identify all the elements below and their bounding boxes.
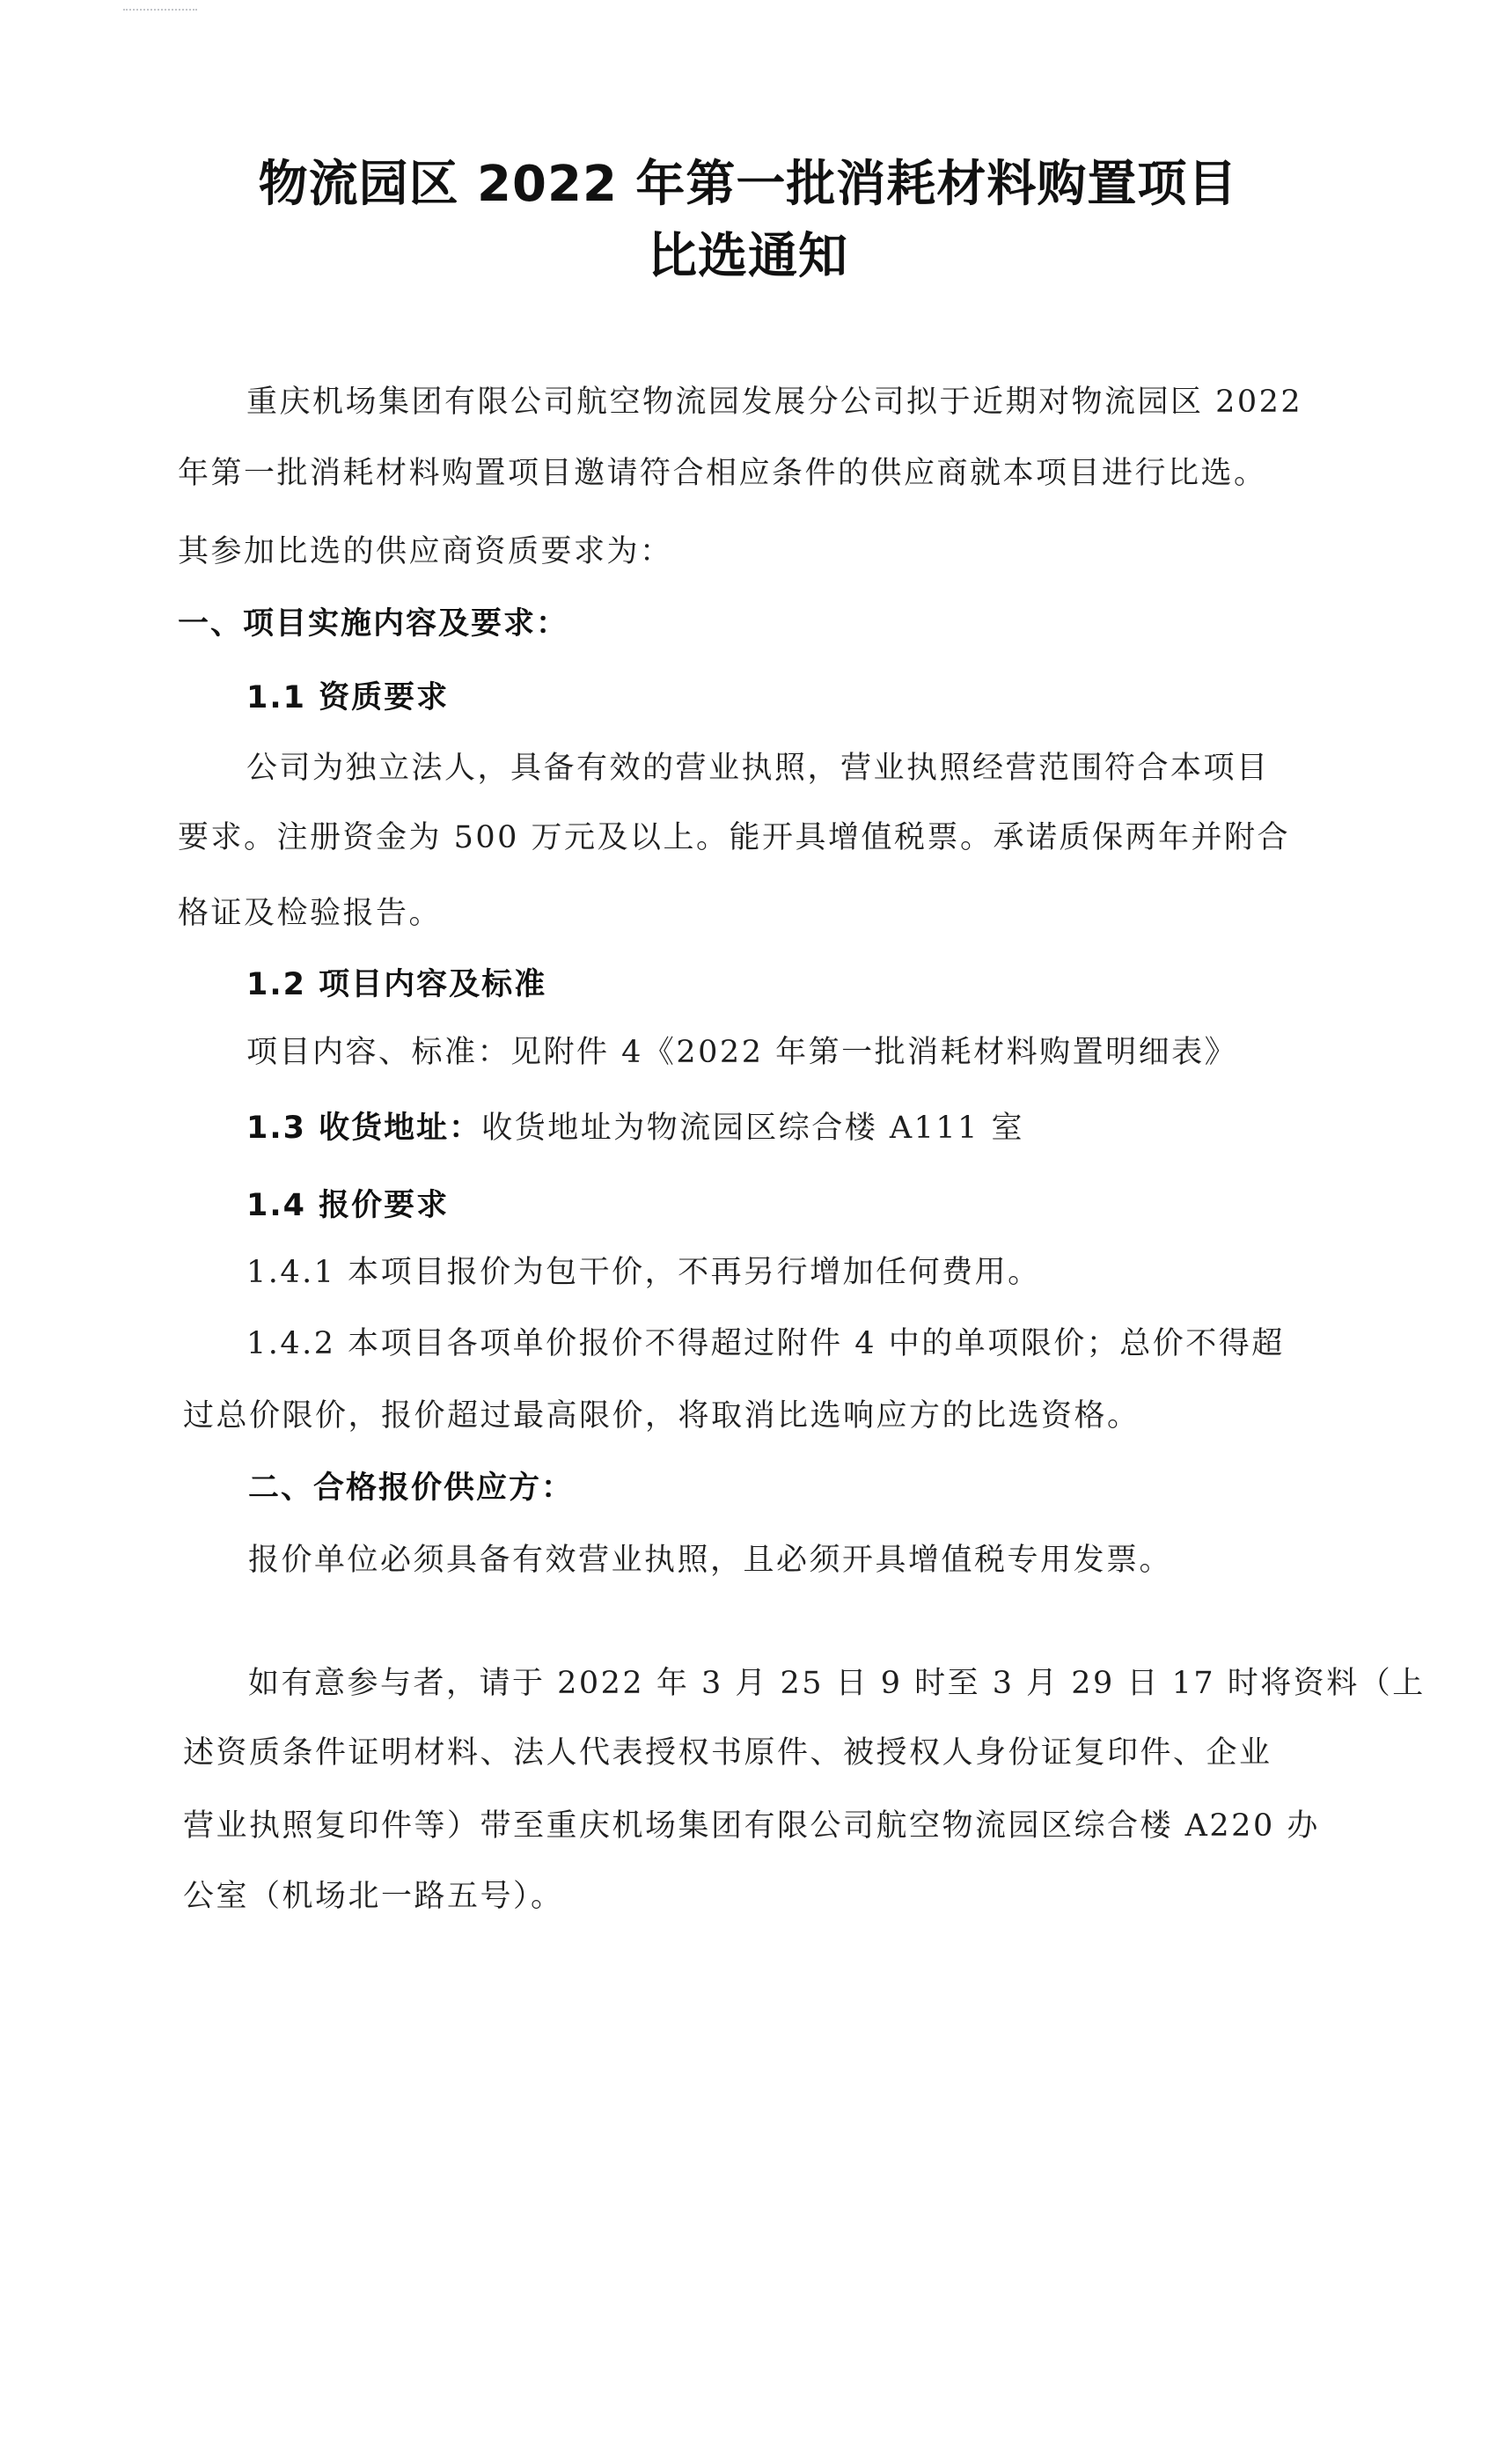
section-1-3-row — [246, 1106, 1024, 1150]
section-1-3-label: 1.3 收货地址： — [246, 1111, 482, 1146]
section-2-heading: 二、合格报价供应方： — [248, 1470, 575, 1506]
closing-line-3: 营业执照复印件等）带至重庆机场集团有限公司航空物流园区综合楼 A220 办 — [183, 1808, 1320, 1844]
section-1-4-2-line-1: 1.4.2 本项目各项单价报价不得超过附件 4 中的单项限价；总价不得超 — [246, 1326, 1285, 1361]
intro-line-3: 其参加比选的供应商资质要求为： — [178, 534, 673, 569]
section-1-1-line-1: 公司为独立法人，具备有效的营业执照，营业执照经营范围符合本项目 — [246, 751, 1270, 786]
section-1-3-text: 收货地址为物流园区综合楼 A111 室 — [481, 1111, 1025, 1146]
section-2-text: 报价单位必须具备有效营业执照，且必须开具增值税专用发票。 — [248, 1543, 1173, 1578]
document-title-line-1: 物流园区 2022 年第一批消耗材料购置项目 — [258, 156, 1238, 213]
section-1-2-line: 项目内容、标准：见附件 4《2022 年第一批消耗材料购置明细表》 — [246, 1035, 1238, 1070]
section-1-1-heading: 1.1 资质要求 — [246, 680, 450, 715]
section-1-4-1-line: 1.4.1 本项目报价为包干价，不再另行增加任何费用。 — [246, 1255, 1041, 1290]
section-1-1-line-3: 格证及检验报告。 — [178, 896, 443, 931]
scan-artifact-mark — [123, 9, 197, 18]
closing-line-2: 述资质条件证明材料、法人代表授权书原件、被授权人身份证复印件、企业 — [183, 1735, 1272, 1771]
blank-lower-page — [0, 2042, 1496, 2464]
intro-line-1: 重庆机场集团有限公司航空物流园发展分公司拟于近期对物流园区 2022 — [246, 385, 1303, 420]
closing-line-1: 如有意参与者，请于 2022 年 3 月 25 日 9 时至 3 月 29 日 17 时将资料（上 — [248, 1666, 1426, 1701]
intro-line-2: 年第一批消耗材料购置项目邀请符合相应条件的供应商就本项目进行比选。 — [178, 456, 1267, 491]
section-1-4-heading: 1.4 报价要求 — [246, 1188, 450, 1223]
section-1-2-heading: 1.2 项目内容及标准 — [246, 967, 547, 1002]
section-1-4-2-line-2: 过总价限价，报价超过最高限价，将取消比选响应方的比选资格。 — [183, 1398, 1140, 1434]
document-title-line-2: 比选通知 — [648, 228, 848, 285]
section-1-heading: 一、项目实施内容及要求： — [178, 606, 569, 642]
closing-line-4: 公室（机场北一路五号）。 — [183, 1879, 564, 1914]
section-1-1-line-2: 要求。注册资金为 500 万元及以上。能开具增值税票。承诺质保两年并附合 — [178, 820, 1291, 855]
